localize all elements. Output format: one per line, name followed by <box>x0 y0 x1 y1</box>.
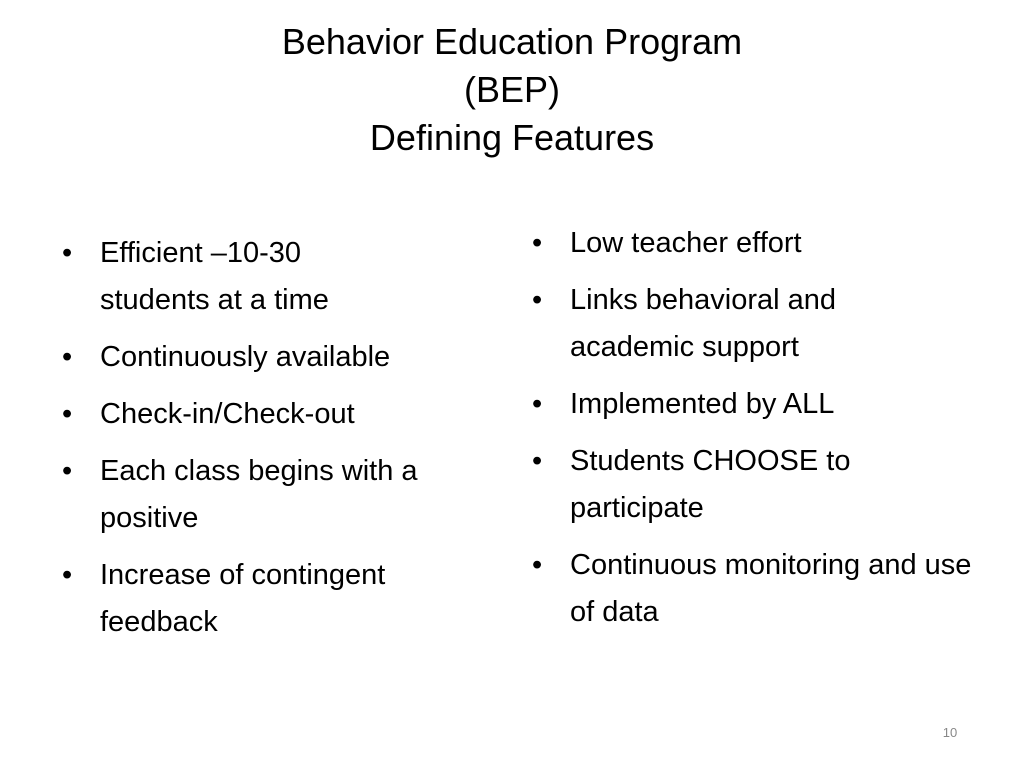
bullet-item <box>532 381 972 428</box>
right-bullet-list <box>532 220 972 646</box>
bullet-dot-icon: • <box>62 455 73 487</box>
bullet-item <box>62 391 502 438</box>
bullet-item <box>62 448 502 542</box>
bullet-item <box>62 230 412 324</box>
bullet-text: Each class begins with a positive <box>100 455 418 534</box>
page-number: 10 <box>942 725 958 740</box>
bullet-item <box>62 552 460 646</box>
bullet-item <box>62 334 502 381</box>
bullet-dot-icon: • <box>532 284 543 316</box>
left-bullet-list <box>62 230 502 656</box>
bullet-text: Links behavioral and academic support <box>570 284 837 363</box>
bullet-dot-icon: • <box>62 398 73 430</box>
bullet-text: Continuous monitoring and use of data <box>570 549 972 628</box>
bullet-dot-icon: • <box>532 445 543 477</box>
title-line-2: (BEP) <box>463 69 560 110</box>
bullet-item <box>532 220 972 267</box>
bullet-dot-icon: • <box>532 227 543 259</box>
title-line-3: Defining Features <box>369 117 655 158</box>
bullet-text: Continuously available <box>100 341 391 373</box>
bullet-text: Low teacher effort <box>570 227 802 259</box>
bullet-dot-icon: • <box>532 549 543 581</box>
bullet-dot-icon: • <box>532 388 543 420</box>
bullet-dot-icon: • <box>62 237 73 269</box>
bullet-text: Check-in/Check-out <box>100 398 355 430</box>
bullet-dot-icon: • <box>62 341 73 373</box>
bullet-item <box>532 438 950 532</box>
bullet-item <box>532 277 950 371</box>
bullet-text: Students CHOOSE to participate <box>570 445 851 524</box>
bullet-text: Increase of contingent feedback <box>100 559 386 638</box>
title-line-1: Behavior Education Program <box>281 21 743 62</box>
bullet-text: Efficient –10-30 students at a time <box>100 237 329 316</box>
bullet-item <box>532 542 990 636</box>
bullet-dot-icon: • <box>62 559 73 591</box>
slide-title <box>112 18 912 162</box>
bullet-text: Implemented by ALL <box>570 388 835 420</box>
